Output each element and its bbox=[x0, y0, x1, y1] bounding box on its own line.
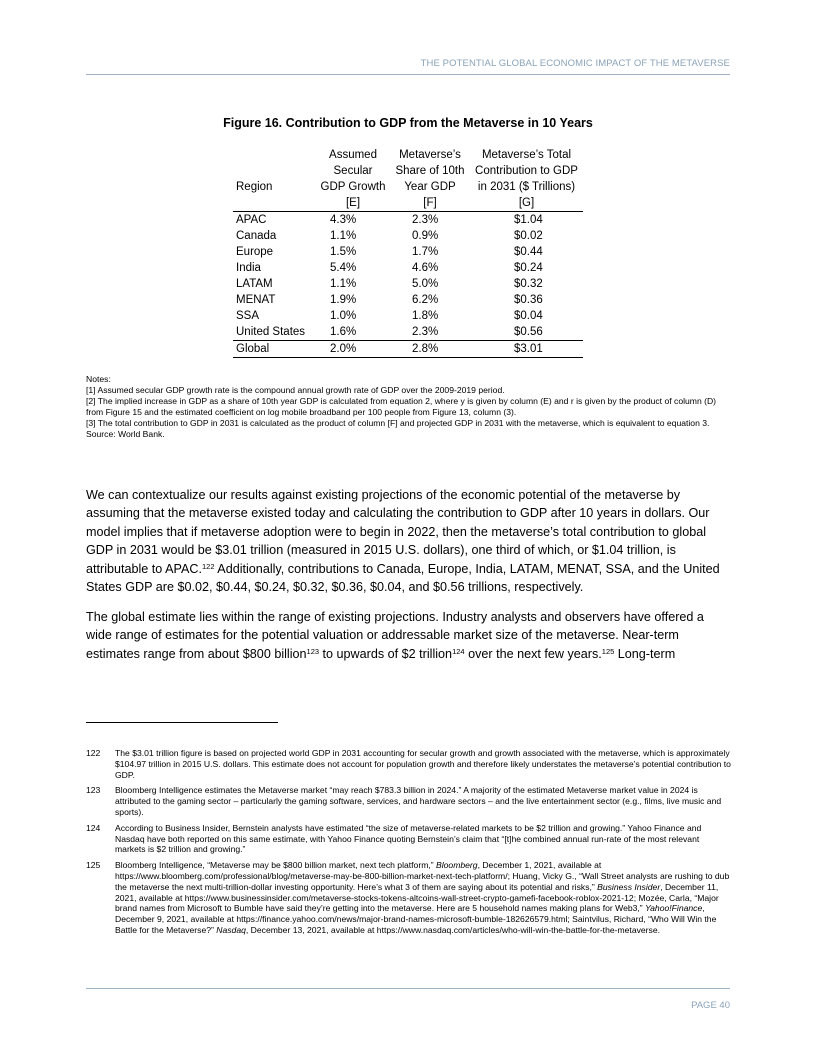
growth-cell: 1.5% bbox=[330, 246, 357, 258]
col-header-f-line1: Metaverse’s bbox=[399, 149, 461, 161]
contribution-cell: $1.04 bbox=[514, 214, 543, 226]
region-cell: India bbox=[236, 262, 261, 274]
citation-title: Yahoo!Finance bbox=[645, 903, 703, 914]
citation-title: Business Insider bbox=[597, 881, 661, 892]
growth-cell: 1.0% bbox=[330, 310, 357, 322]
note-1: [1] Assumed secular GDP growth rate is the compound annual growth rate of GDP over the 2009-2019 period. bbox=[86, 385, 505, 395]
col-key-e: [E] bbox=[316, 195, 390, 212]
header-divider bbox=[86, 74, 730, 75]
region-cell: APAC bbox=[236, 214, 267, 226]
figure-notes bbox=[86, 374, 730, 440]
table-row bbox=[233, 260, 583, 276]
contribution-cell: $0.04 bbox=[514, 310, 543, 322]
contribution-cell: $0.32 bbox=[514, 278, 543, 290]
share-cell: 1.8% bbox=[412, 310, 439, 322]
share-cell: 0.9% bbox=[412, 230, 439, 242]
gdp-contribution-table bbox=[233, 147, 583, 358]
table-row bbox=[233, 276, 583, 292]
table-row bbox=[233, 212, 583, 229]
notes-source: Source: World Bank. bbox=[86, 429, 165, 439]
contribution-cell: $0.24 bbox=[514, 262, 543, 274]
growth-cell: 4.3% bbox=[330, 214, 357, 226]
table-total-row bbox=[233, 341, 583, 358]
col-header-f-line2: Share of 10th bbox=[395, 165, 465, 177]
running-header: THE POTENTIAL GLOBAL ECONOMIC IMPACT OF THE METAVERSE bbox=[420, 58, 730, 69]
share-cell: 1.7% bbox=[412, 246, 439, 258]
footnotes bbox=[86, 748, 731, 941]
note-3: [3] The total contribution to GDP in 2031 is calculated as the product of column [F] and projected GDP in 2031 with the metaverse, which is equivalent to equation 3. bbox=[86, 418, 710, 428]
footnote-124 bbox=[86, 823, 731, 855]
table-row bbox=[233, 324, 583, 341]
col-header-f-line3: Year GDP bbox=[404, 181, 456, 193]
share-cell: 4.6% bbox=[412, 262, 439, 274]
col-header-g-line2: Contribution to GDP bbox=[475, 165, 578, 177]
page-number: PAGE 40 bbox=[691, 1000, 730, 1011]
footnote-text: According to Business Insider, Bernstein analysts have estimated “the size of metaverse-related markets to be $2 trillion and growing.” Yahoo Finance and Nasdaq have both reported on this same estimate, with Yahoo Finance quoting Bernstein’s claim that “[t]he combined annual run-rate of the most relevant markets is $2 trillion and growing.” bbox=[115, 822, 702, 855]
figure-title: Figure 16. Contribution to GDP from the Metaverse in 10 Years bbox=[223, 116, 593, 130]
footnote-ref-122[interactable]: 122 bbox=[201, 561, 215, 571]
col-header-e-line1: Assumed bbox=[329, 149, 377, 161]
contribution-cell: $3.01 bbox=[470, 341, 583, 358]
footnote-ref-123[interactable]: 123 bbox=[306, 646, 320, 656]
body-paragraph-1: We can contextualize our results against existing projections of the economic potential of the metaverse by assuming that the metaverse existed today and calculating the contribution to GDP after 10 years in dollars. Our model implies that if metaverse adoption were to begin in 2022, then the metaverse’s total contribution to global GDP in 2031 would be $3.01 trillion (measured in 2015 U.S. dollars), one third of which, or $1.04 trillion, is attributable to APAC.$^{122}$ Additionally, contributions to Canada, Europe, India, LATAM, MENAT, SSA, and the United States GDP are $0.02, $0.44, $0.24, $0.32, $0.36, $0.04, and $0.56 trillions, respectively. bbox=[86, 488, 720, 595]
col-header-e-line3: GDP Growth bbox=[320, 181, 386, 193]
share-cell: 2.3% bbox=[412, 214, 439, 226]
footnote-text: Bloomberg Intelligence, “Metaverse may be $800 billion market, next tech platform,” Bloomberg, December 1, 2021, available at https://www.bloomberg.com/professional/blog/metaverse-may-be-800-billion-market-next-tech-platform/; Huang, Vicky G., “Wall Street analysts are rushing to dub the metaverse the next multi-trillion-dollar investing opportunity. Here’s what 3 of them are saying about its potential and risks,” Business Insider, December 11, 2021, available at https://www.businessinsider.com/metaverse-stocks-tokens-altcoins-wall-street-crypto-gamefi-facebook-roblox-2021-12; Mozée, Carla, “Major brand names from Microsoft to Bumble have said they’re getting into the metaverse. Here are 5 household names making plans for Web3,” Yahoo!Finance, December 9, 2021, available at https://finance.yahoo.com/news/major-brand-names-microsoft-bumble-182626579.html; Saintvilus, Richard, “Who Will Win the Battle for the Metaverse?” Nasdaq, December 13, 2021, available at https://www.nasdaq.com/articles/who-will-win-the-battle-for-the-metaverse. bbox=[115, 860, 730, 935]
region-cell: Global bbox=[233, 341, 316, 358]
footnote-123 bbox=[86, 785, 731, 817]
citation-title: Nasdaq bbox=[216, 924, 246, 935]
growth-cell: 1.1% bbox=[330, 230, 357, 242]
footnote-ref-124[interactable]: 124 bbox=[452, 646, 465, 656]
region-cell: LATAM bbox=[236, 278, 273, 290]
growth-cell: 2.0% bbox=[316, 341, 390, 358]
footnote-number: 123 bbox=[86, 785, 101, 796]
growth-cell: 1.9% bbox=[330, 294, 357, 306]
body-paragraph-2: The global estimate lies within the range of existing projections. Industry analysts and observers have offered a wide range of estimates for the potential valuation or addressable market size of the metaverse. Near-term estimates range from about $800 billion$^{123}$ to upwards of $2 trillion$^{124}$ over the next few years.$^{125}$ Long-term bbox=[86, 610, 704, 661]
table-row bbox=[233, 292, 583, 308]
region-cell: Europe bbox=[236, 246, 274, 258]
share-cell: 6.2% bbox=[412, 294, 439, 306]
table-row bbox=[233, 244, 583, 260]
contribution-cell: $0.02 bbox=[514, 230, 543, 242]
notes-heading: Notes: bbox=[86, 374, 111, 384]
col-header-e-line2: Secular bbox=[333, 165, 373, 177]
col-header-g-line3: in 2031 ($ Trillions) bbox=[477, 181, 576, 193]
share-cell: 5.0% bbox=[412, 278, 439, 290]
footnote-number: 122 bbox=[86, 748, 101, 758]
contribution-cell: $0.36 bbox=[514, 294, 543, 306]
table-row bbox=[233, 228, 583, 244]
col-header-region: Region bbox=[236, 181, 273, 193]
col-header-g-line1: Metaverse’s Total bbox=[481, 149, 572, 161]
note-2: [2] The implied increase in GDP as a share of 10th year GDP is calculated from equation 2, where y is given by column (E) and r is given by the product of column (D) from Figure 15 and the estimated coefficient on log mobile broadband per 100 people from Figure 13, column (3). bbox=[86, 396, 717, 417]
growth-cell: 1.6% bbox=[316, 324, 390, 341]
growth-cell: 1.1% bbox=[330, 278, 357, 290]
region-cell: Canada bbox=[236, 230, 277, 242]
contribution-cell: $0.44 bbox=[514, 246, 543, 258]
footnote-125 bbox=[86, 860, 731, 936]
footnote-text: Bloomberg Intelligence estimates the Metaverse market “may reach $783.3 billion in 2024.” A majority of the estimated Metaverse market value in 2024 is attributed to the gaming sector – particularly the gaming software, services, and hardware sectors – and the live entertainment sector (e.g., films, live music and sports). bbox=[115, 785, 722, 817]
share-cell: 2.3% bbox=[390, 324, 470, 341]
region-cell: SSA bbox=[236, 310, 260, 322]
col-key-f: [F] bbox=[390, 195, 470, 212]
contribution-cell: $0.56 bbox=[470, 324, 583, 341]
footnote-number: 124 bbox=[86, 822, 101, 833]
growth-cell: 5.4% bbox=[330, 262, 357, 274]
share-cell: 2.8% bbox=[390, 341, 470, 358]
footnote-text: The $3.01 trillion figure is based on projected world GDP in 2031 accounting for secular growth and growth associated with the metaverse, which is approximately $104.97 trillion in 2015 U.S. dollars. This estimate does not account for population growth and therefore likely understates the metaverse’s potential contribution to GDP. bbox=[115, 748, 731, 780]
col-key-g: [G] bbox=[470, 195, 583, 212]
region-cell: United States bbox=[233, 324, 316, 341]
footer-divider bbox=[86, 988, 730, 989]
table-row bbox=[233, 308, 583, 324]
footnote-divider bbox=[86, 722, 278, 723]
citation-title: Bloomberg bbox=[436, 860, 478, 871]
footnote-122 bbox=[86, 748, 731, 780]
footnote-ref-125[interactable]: 125 bbox=[601, 646, 615, 656]
region-cell: MENAT bbox=[236, 294, 276, 306]
footnote-number: 125 bbox=[86, 860, 101, 871]
